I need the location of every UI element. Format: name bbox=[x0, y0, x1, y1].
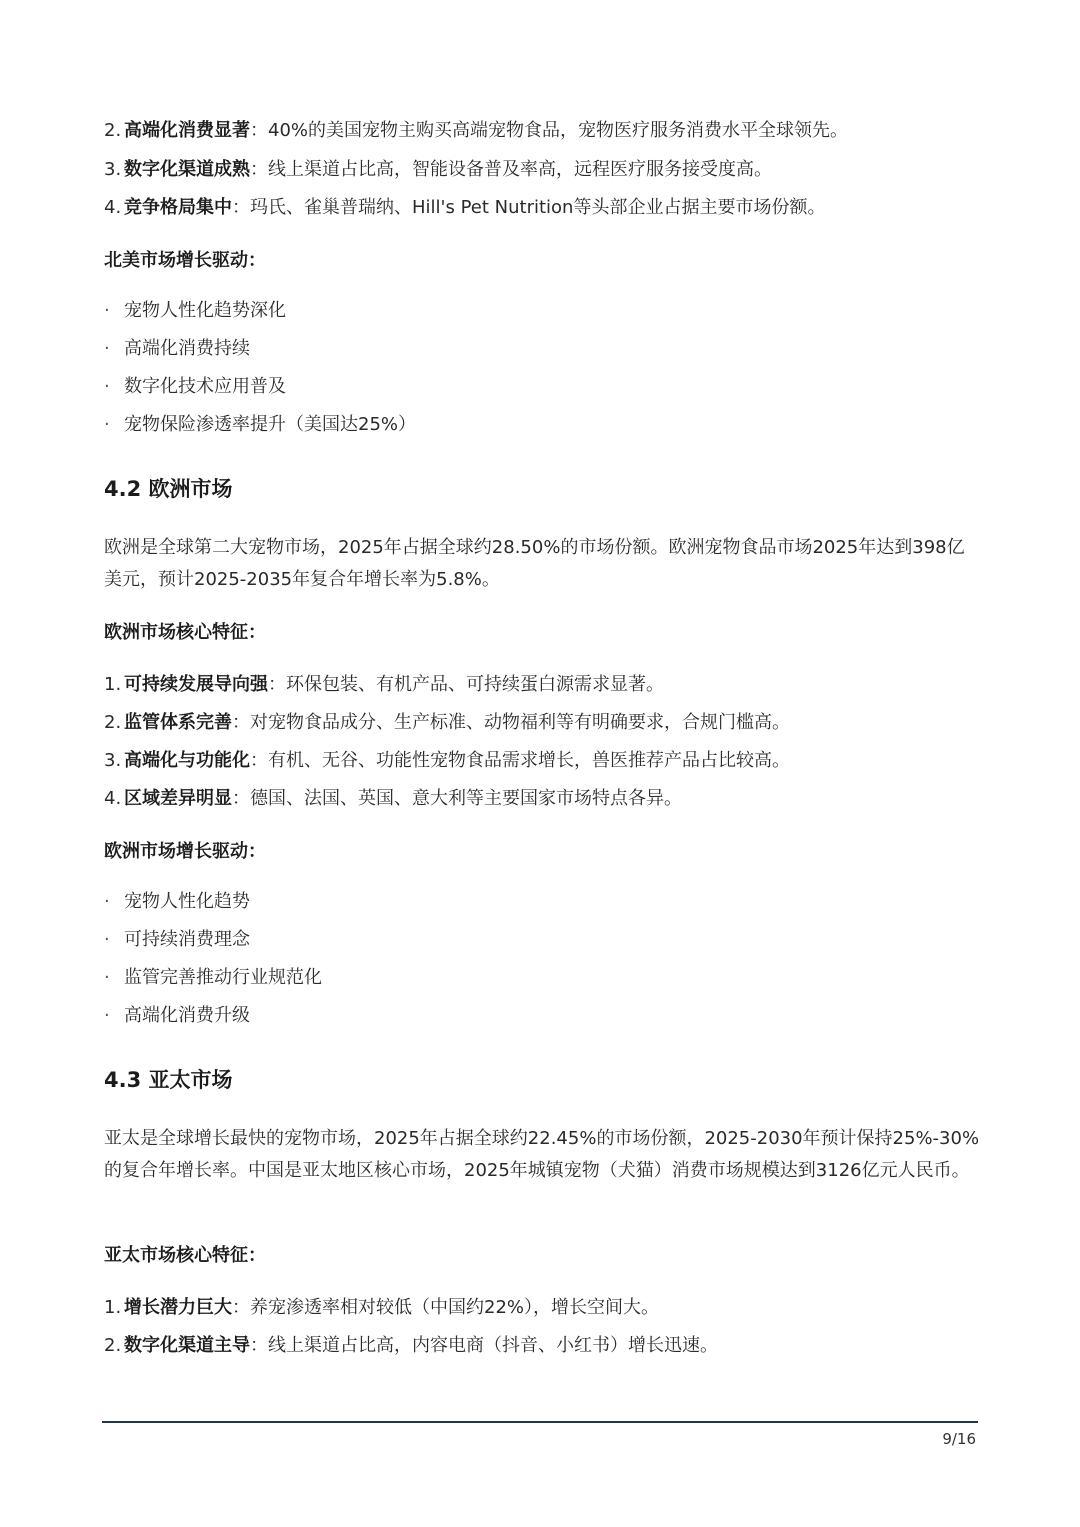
section-heading-asia-pacific: 4.3 亚太市场 bbox=[104, 1068, 233, 1092]
europe-driver-item: · 监管完善推动行业规范化 bbox=[104, 967, 322, 988]
europe-paragraph: 欧洲是全球第二大宠物市场，2025年占据全球约28.50%的市场份额。欧洲宠物食品市场2025年达到398亿美元，预计2025-2035年复合年增长率为5.8%。 bbox=[104, 537, 965, 590]
europe-driver-item: · 宠物人性化趋势 bbox=[104, 891, 250, 912]
page-number: 9/16 bbox=[942, 1430, 976, 1448]
europe-driver-item: · 可持续消费理念 bbox=[104, 929, 250, 950]
europe-feature-item: 2. 监管体系完善：对宠物食品成分、生产标准、动物福利等有明确要求，合规门槛高。 bbox=[104, 712, 790, 733]
na-driver-item: · 宠物人性化趋势深化 bbox=[104, 300, 286, 321]
footer-divider bbox=[102, 1421, 978, 1423]
europe-feature-item: 3. 高端化与功能化：有机、无谷、功能性宠物食品需求增长，兽医推荐产品占比较高。 bbox=[104, 750, 790, 771]
na-driver-item: · 高端化消费持续 bbox=[104, 338, 250, 359]
na-feature-item: 2. 高端化消费显著：40%的美国宠物主购买高端宠物食品，宠物医疗服务消费水平全球领先。 bbox=[104, 120, 849, 141]
na-driver-item: · 数字化技术应用普及 bbox=[104, 376, 286, 397]
europe-drivers-title: 欧洲市场增长驱动： bbox=[104, 841, 266, 862]
na-feature-item: 4. 竞争格局集中：玛氏、雀巢普瑞纳、Hill's Pet Nutrition等头部企业占据主要市场份额。 bbox=[104, 197, 826, 218]
na-drivers-title: 北美市场增长驱动： bbox=[104, 250, 266, 271]
asia-pacific-feature-item: 1. 增长潜力巨大：养宠渗透率相对较低（中国约22%），增长空间大。 bbox=[104, 1297, 660, 1318]
asia-pacific-features-title: 亚太市场核心特征： bbox=[104, 1245, 266, 1266]
europe-feature-item: 4. 区域差异明显：德国、法国、英国、意大利等主要国家市场特点各异。 bbox=[104, 788, 682, 809]
na-feature-item: 3. 数字化渠道成熟：线上渠道占比高，智能设备普及率高，远程医疗服务接受度高。 bbox=[104, 159, 772, 180]
asia-pacific-paragraph: 亚太是全球增长最快的宠物市场，2025年占据全球约22.45%的市场份额，2025-2030年预计保持25%-30%的复合年增长率。中国是亚太地区核心市场，2025年城镇宠物（犬猫）消费市场规模达到3126亿元人民币。 bbox=[104, 1128, 980, 1181]
asia-pacific-feature-item: 2. 数字化渠道主导：线上渠道占比高，内容电商（抖音、小红书）增长迅速。 bbox=[104, 1335, 718, 1356]
europe-feature-item: 1. 可持续发展导向强：环保包装、有机产品、可持续蛋白源需求显著。 bbox=[104, 674, 664, 695]
section-heading-europe: 4.2 欧洲市场 bbox=[104, 477, 233, 501]
na-driver-item: · 宠物保险渗透率提升（美国达25%） bbox=[104, 414, 417, 435]
europe-driver-item: · 高端化消费升级 bbox=[104, 1005, 250, 1026]
europe-features-title: 欧洲市场核心特征： bbox=[104, 622, 266, 643]
